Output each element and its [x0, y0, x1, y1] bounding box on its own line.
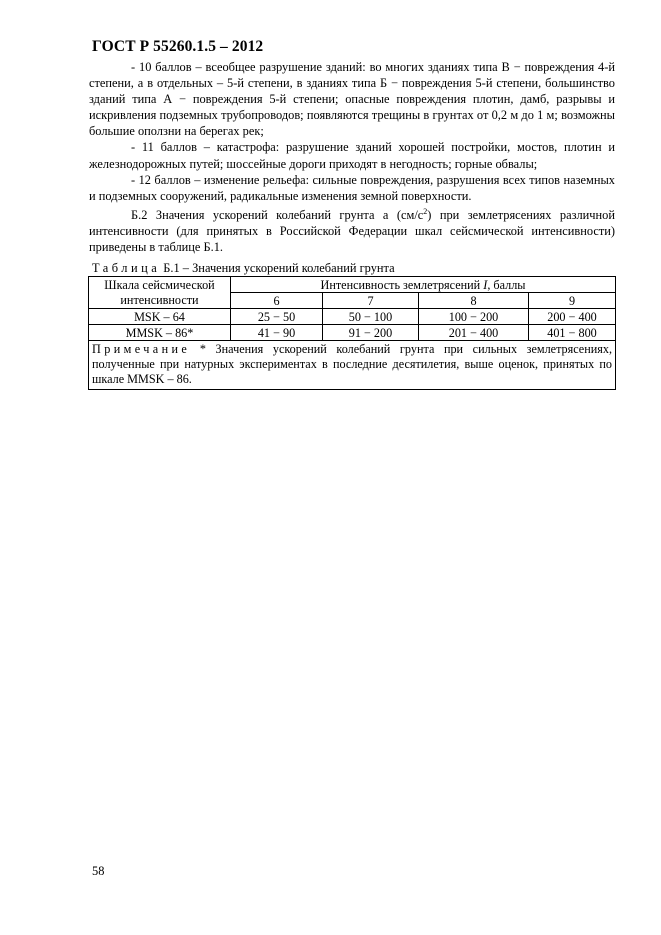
table-note: [89, 341, 616, 390]
paragraph-12-points: - 12 баллов – изменение рельефа: сильные повреждения, разрушения всех типов наземных и подземных сооружений, радикальные изменения земной поверхности.: [89, 172, 615, 203]
note-label: Примечание: [92, 342, 191, 356]
intensity-column-header: [231, 277, 616, 293]
column-header-9: 9: [529, 293, 616, 309]
paragraph-b2-before: Б.2 Значения ускорений колебаний грунта а (см/с: [131, 207, 424, 222]
intensity-header-variable: I: [483, 277, 488, 292]
paragraph-b2: [89, 204, 615, 255]
paragraph-b2-superscript: 2: [423, 206, 428, 216]
intensity-header-unit: , баллы: [487, 277, 526, 292]
table-header-row: [89, 277, 616, 293]
table-note-row: [89, 341, 616, 390]
table-cell: 50 − 100: [323, 309, 419, 325]
table-row: [89, 325, 616, 341]
paragraph-10-points: - 10 баллов – всеобщее разрушение зданий: во многих зданиях типа В − повреждения 4-й степени, а в отдельных – 5-й степени, в зданиях типа Б − повреждения 5-й степени, большинство зданий типа А − повреждения 5-й степени; опасные повреждения плотин, дамб, разрывы и искривления подземных трубопроводов; появляются трещины в грунтах от 0,2 м до 1 м; возможны большие оползни на берегах рек;: [89, 60, 615, 139]
intensity-header-text: Интенсивность землетрясений: [320, 277, 484, 292]
column-header-8: 8: [419, 293, 529, 309]
table-cell: 201 − 400: [419, 325, 529, 341]
table-caption: [92, 261, 395, 276]
table-caption-label: Таблица: [92, 261, 161, 275]
table-cell: 25 − 50: [231, 309, 323, 325]
document-header: ГОСТ Р 55260.1.5 – 2012: [92, 38, 264, 55]
table-cell: 100 − 200: [419, 309, 529, 325]
table-cell: 91 − 200: [323, 325, 419, 341]
paragraph-11-points: - 11 баллов – катастрофа: разрушение зданий хорошей постройки, мостов, плотин и железнодорожных путей; шоссейные дороги приходят в негодность; горные обвалы;: [89, 140, 615, 171]
table-cell: 200 − 400: [529, 309, 616, 325]
paragraph-b2-after: ) при землетрясениях различной интенсивности (для принятых в Российской Федерации шкал сейсмической интенсивности) приведены в таблице Б.1.: [89, 207, 615, 255]
page-number: 58: [92, 864, 105, 878]
note-text: * Значения ускорений колебаний грунта при сильных землетрясениях, полученные при натурных экспериментах в последние десятилетия, выше оценок, принятых по шкале MMSK – 86.: [92, 342, 613, 386]
table-cell: 401 − 800: [529, 325, 616, 341]
table-cell: 41 − 90: [231, 325, 323, 341]
table-caption-title: Б.1 – Значения ускорений колебаний грунта: [160, 261, 395, 275]
column-header-7: 7: [323, 293, 419, 309]
row-scale-msk: MSK – 64: [89, 309, 231, 325]
row-scale-mmsk: MMSK – 86*: [89, 325, 231, 341]
body-text: [89, 59, 615, 255]
column-header-6: 6: [231, 293, 323, 309]
table-row: [89, 309, 616, 325]
acceleration-table: [88, 276, 616, 390]
scale-column-header: Шкала сейсмической интенсивности: [89, 277, 231, 309]
